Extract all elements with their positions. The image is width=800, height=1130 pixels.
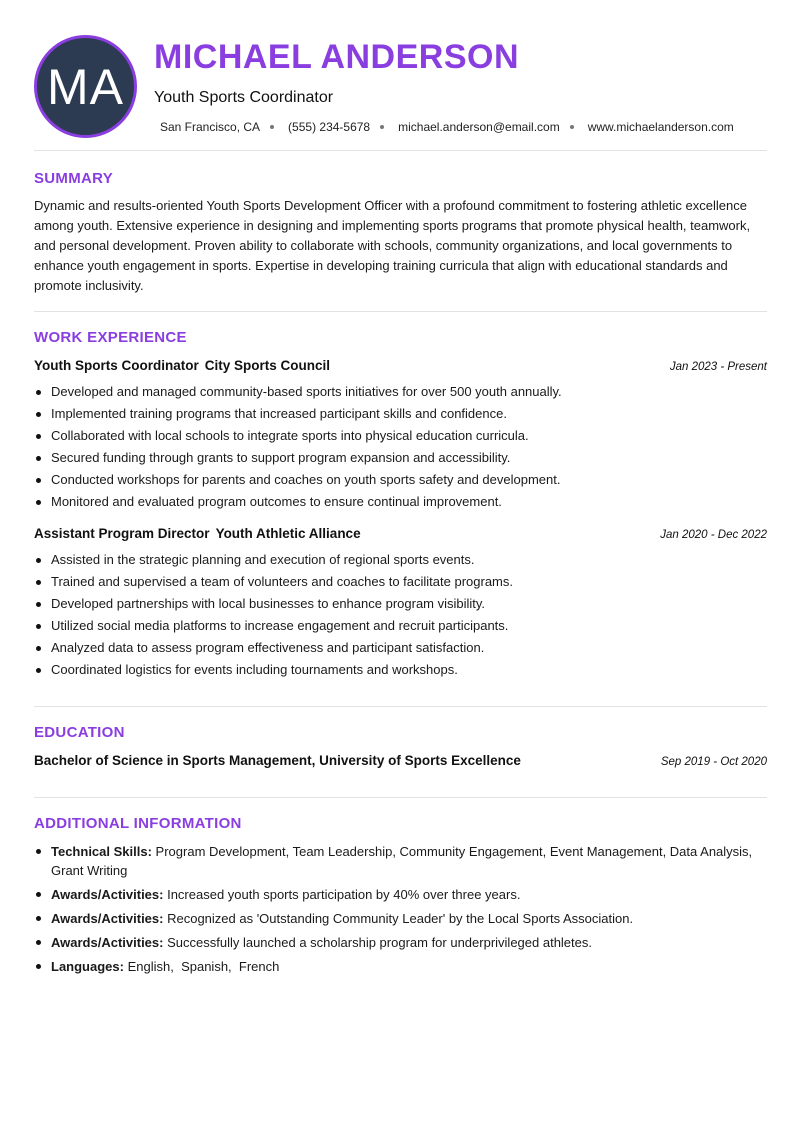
job-header [34,358,767,373]
item-text: Recognized as 'Outstanding Community Leader' by the Local Sports Association. [167,911,634,926]
list-item: Analyzed data to assess program effectiveness and participant satisfaction. [34,637,769,659]
job-date: Jan 2023 - Present [669,361,767,373]
item-text: English, Spanish, French [127,959,280,974]
avatar [34,35,137,138]
education-date: Sep 2019 - Oct 2020 [660,756,767,768]
separator-dot [270,125,274,129]
list-item [34,842,769,880]
separator-dot [570,125,574,129]
list-item: Secured funding through grants to support program expansion and accessibility. [34,447,769,469]
list-item: Monitored and evaluated program outcomes to ensure continual improvement. [34,491,769,513]
job-bullets [34,549,769,681]
job-bullets [34,381,769,513]
section-divider [34,150,767,151]
candidate-role: Youth Sports Coordinator [154,89,334,106]
resume-header [0,0,800,150]
section-divider [34,706,767,707]
job-header [34,526,767,541]
item-label: Awards/Activities: [51,935,164,950]
contact-location: San Francisco, CA [160,120,261,134]
item-label: Awards/Activities: [51,887,164,902]
list-item [34,933,769,952]
avatar-initials: MA [47,58,124,115]
additional-heading: ADDITIONAL INFORMATION [34,815,242,832]
job-organization: Youth Athletic Alliance [215,526,361,541]
experience-heading: WORK EXPERIENCE [34,329,187,346]
list-item: Implemented training programs that increased participant skills and confidence. [34,403,769,425]
list-item [34,957,769,976]
list-item: Trained and supervised a team of volunteers and coaches to facilitate programs. [34,571,769,593]
list-item: Conducted workshops for parents and coaches on youth sports safety and development. [34,469,769,491]
list-item: Collaborated with local schools to integrate sports into physical education curricula. [34,425,769,447]
list-item [34,909,769,928]
contact-phone: (555) 234-5678 [288,120,371,134]
education-entry [34,753,767,768]
candidate-name: MICHAEL ANDERSON [154,38,520,76]
section-divider [34,311,767,312]
job-date: Jan 2020 - Dec 2022 [660,529,767,541]
list-item [34,885,769,904]
item-label: Languages: [51,959,124,974]
item-text: Successfully launched a scholarship program for underprivileged athletes. [167,935,592,950]
degree: Bachelor of Science in Sports Management, University of Sports Excellence [34,753,521,768]
item-label: Technical Skills: [51,844,152,859]
job-title-line [34,358,330,373]
job-title-line [34,526,361,541]
job-title: Assistant Program Director [34,526,210,541]
list-item: Coordinated logistics for events including tournaments and workshops. [34,659,769,681]
separator-dot [380,125,384,129]
item-text: Program Development, Team Leadership, Community Engagement, Event Management, Data Analysis, Grant Writing [51,844,753,878]
summary-text: Dynamic and results-oriented Youth Sports Development Officer with a profound commitment to fostering athletic excellence among youth. Extensive experience in designing and implementing sports programs that promote physical health, teamwork, and personal development. Proven ability to collaborate with schools, community organizations, and local governments to enhance youth engagement in sports. Expertise in developing training curricula that align with educational standards and promote inclusivity. [34,198,751,293]
list-item: Developed partnerships with local businesses to enhance program visibility. [34,593,769,615]
list-item: Developed and managed community-based sports initiatives for over 500 youth annually. [34,381,769,403]
additional-list [34,842,769,981]
section-divider [34,797,767,798]
contact-email[interactable]: michael.anderson@email.com [398,120,560,134]
summary-heading: SUMMARY [34,170,114,187]
list-item: Assisted in the strategic planning and execution of regional sports events. [34,549,769,571]
item-text: Increased youth sports participation by 40% over three years. [167,887,521,902]
education-heading: EDUCATION [34,724,125,741]
contact-line [160,120,734,134]
contact-website[interactable]: www.michaelanderson.com [587,120,734,134]
job-organization: City Sports Council [204,358,331,373]
item-label: Awards/Activities: [51,911,164,926]
list-item: Utilized social media platforms to increase engagement and recruit participants. [34,615,769,637]
job-title: Youth Sports Coordinator [34,358,199,373]
